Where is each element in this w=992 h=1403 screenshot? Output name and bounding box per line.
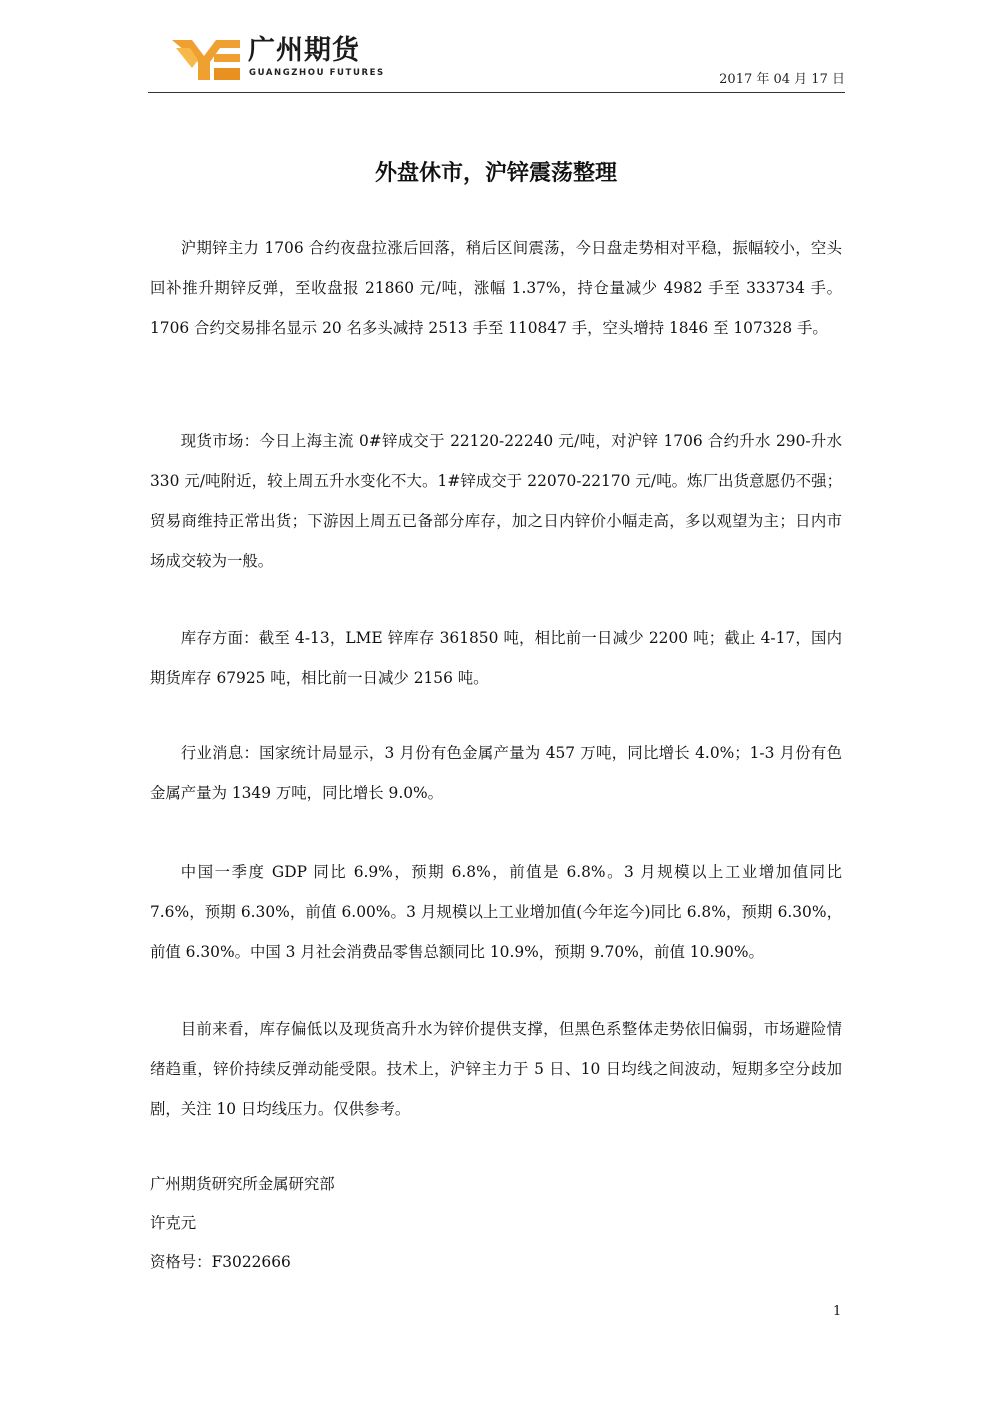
page-header [148,32,845,94]
logo-chinese-text: 广州期货 [248,35,360,66]
signature-license: 资格号：F3022666 [150,1253,291,1271]
paragraph-spot-market: 现货市场：今日上海主流 0#锌成交于 22120-22240 元/吨，对沪锌 1706 合约升水 290-升水 330 元/吨附近，较上周五升水变化不大。1#锌成交于 22070-22170 元/吨。炼厂出货意愿仍不强；贸易商维持正常出货；下游因上周五已备部分库存，加之日内锌价小幅走高，多以观望为主；日内市场成交较为一般。 [150,432,842,570]
report-title: 外盘休市，沪锌震荡整理 [374,161,617,186]
paragraph-inventory: 库存方面：截至 4-13，LME 锌库存 361850 吨，相比前一日减少 2200 吨；截止 4-17，国内期货库存 67925 吨，相比前一日减少 2156 吨。 [150,629,842,687]
paragraph-macro-data: 中国一季度 GDP 同比 6.9%，预期 6.8%，前值是 6.8%。3 月规模以上工业增加值同比 7.6%，预期 6.30%，前值 6.00%。3 月规模以上工业增加值(今年迄今)同比 6.8%，预期 6.30%，前值 6.30%。中国 3 月社会消费品零售总额同比 10.9%，预期 9.70%，前值 10.90%。 [150,863,842,961]
logo-english-text: GUANGZHOU FUTURES [249,68,385,78]
report-date: 2017 年 04 月 17 日 [719,72,845,87]
paragraph-industry-news: 行业消息：国家统计局显示，3 月份有色金属产量为 457 万吨，同比增长 4.0%；1-3 月份有色金属产量为 1349 万吨，同比增长 9.0%。 [150,744,842,802]
signature-author: 许克元 [150,1214,197,1232]
header-divider [148,92,845,93]
guangzhou-futures-logo-icon [170,38,242,82]
page-number: 1 [833,1304,842,1319]
paragraph-outlook: 目前来看，库存偏低以及现货高升水为锌价提供支撑，但黑色系整体走势依旧偏弱，市场避险情绪趋重，锌价持续反弹动能受限。技术上，沪锌主力于 5 日、10 日均线之间波动，短期多空分歧加剧，关注 10 日均线压力。仅供参考。 [150,1020,842,1118]
paragraph-market-overview: 沪期锌主力 1706 合约夜盘拉涨后回落，稍后区间震荡，今日盘走势相对平稳，振幅较小，空头回补推升期锌反弹，至收盘报 21860 元/吨，涨幅 1.37%，持仓量减少 4982 手至 333734 手。1706 合约交易排名显示 20 名多头减持 2513 手至 110847 手，空头增持 1846 至 107328 手。 [150,239,842,337]
signature-department: 广州期货研究所金属研究部 [150,1175,335,1193]
